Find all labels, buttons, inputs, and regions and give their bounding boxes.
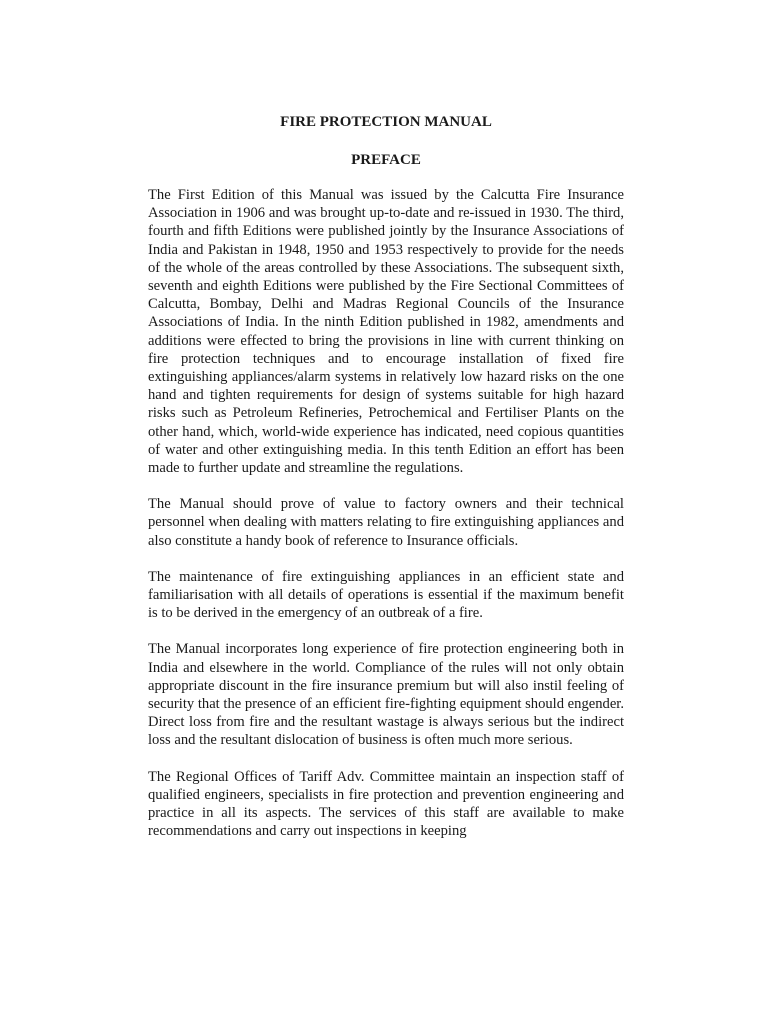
paragraph-5: The Regional Offices of Tariff Adv. Committee maintain an inspection staff of qualified engineers, specialists in fire protection and prevention engineering and practice in all its aspects. The services of this staff are available to make recommendations and carry out inspections in keeping	[148, 768, 624, 840]
paragraph-3: The maintenance of fire extinguishing appliances in an efficient state and familiarisation with all details of operations is essential if the maximum benefit is to be derived in the emergency of an outbreak of a fire.	[148, 568, 624, 622]
section-heading-preface: PREFACE	[351, 152, 421, 168]
document-page	[148, 112, 624, 859]
document-title: FIRE PROTECTION MANUAL	[280, 114, 492, 130]
paragraph-4: The Manual incorporates long experience of fire protection engineering both in India and elsewhere in the world. Compliance of the rules will not only obtain appropriate discount in the fire insurance premium but will also instil feeling of security that the presence of an efficient fire-fighting equipment should engender. Direct loss from fire and the resultant wastage is always serious but the indirect loss and the resultant dislocation of business is often much more serious.	[148, 641, 624, 749]
paragraph-2: The Manual should prove of value to factory owners and their technical personnel when dealing with matters relating to fire extinguishing appliances and also constitute a handy book of reference to Insurance officials.	[148, 496, 624, 549]
paragraph-1: The First Edition of this Manual was issued by the Calcutta Fire Insurance Association in 1906 and was brought up-to-date and re-issued in 1930. The third, fourth and fifth Editions were published jointly by the Insurance Associations of India and Pakistan in 1948, 1950 and 1953 respectively to provide for the needs of the whole of the areas controlled by these Associations. The subsequent sixth, seventh and eighth Editions were published by the Fire Sectional Committees of Calcutta, Bombay, Delhi and Madras Regional Councils of the Insurance Associations of India. In the ninth Edition published in 1982, amendments and additions were effected to bring the provisions in line with current thinking on fire protection techniques and to encourage installation of fixed fire extinguishing appliances/alarm systems in relatively low hazard risks on the one hand and tighten requirements for design of systems suitable for high hazard risks such as Petroleum Refineries, Petrochemical and Fertiliser Plants on the other hand, which, world-wide experience has indicated, need copious quantities of water and other extinguishing media. In this tenth Edition an effort has been made to further update and streamline the regulations.	[148, 187, 624, 477]
